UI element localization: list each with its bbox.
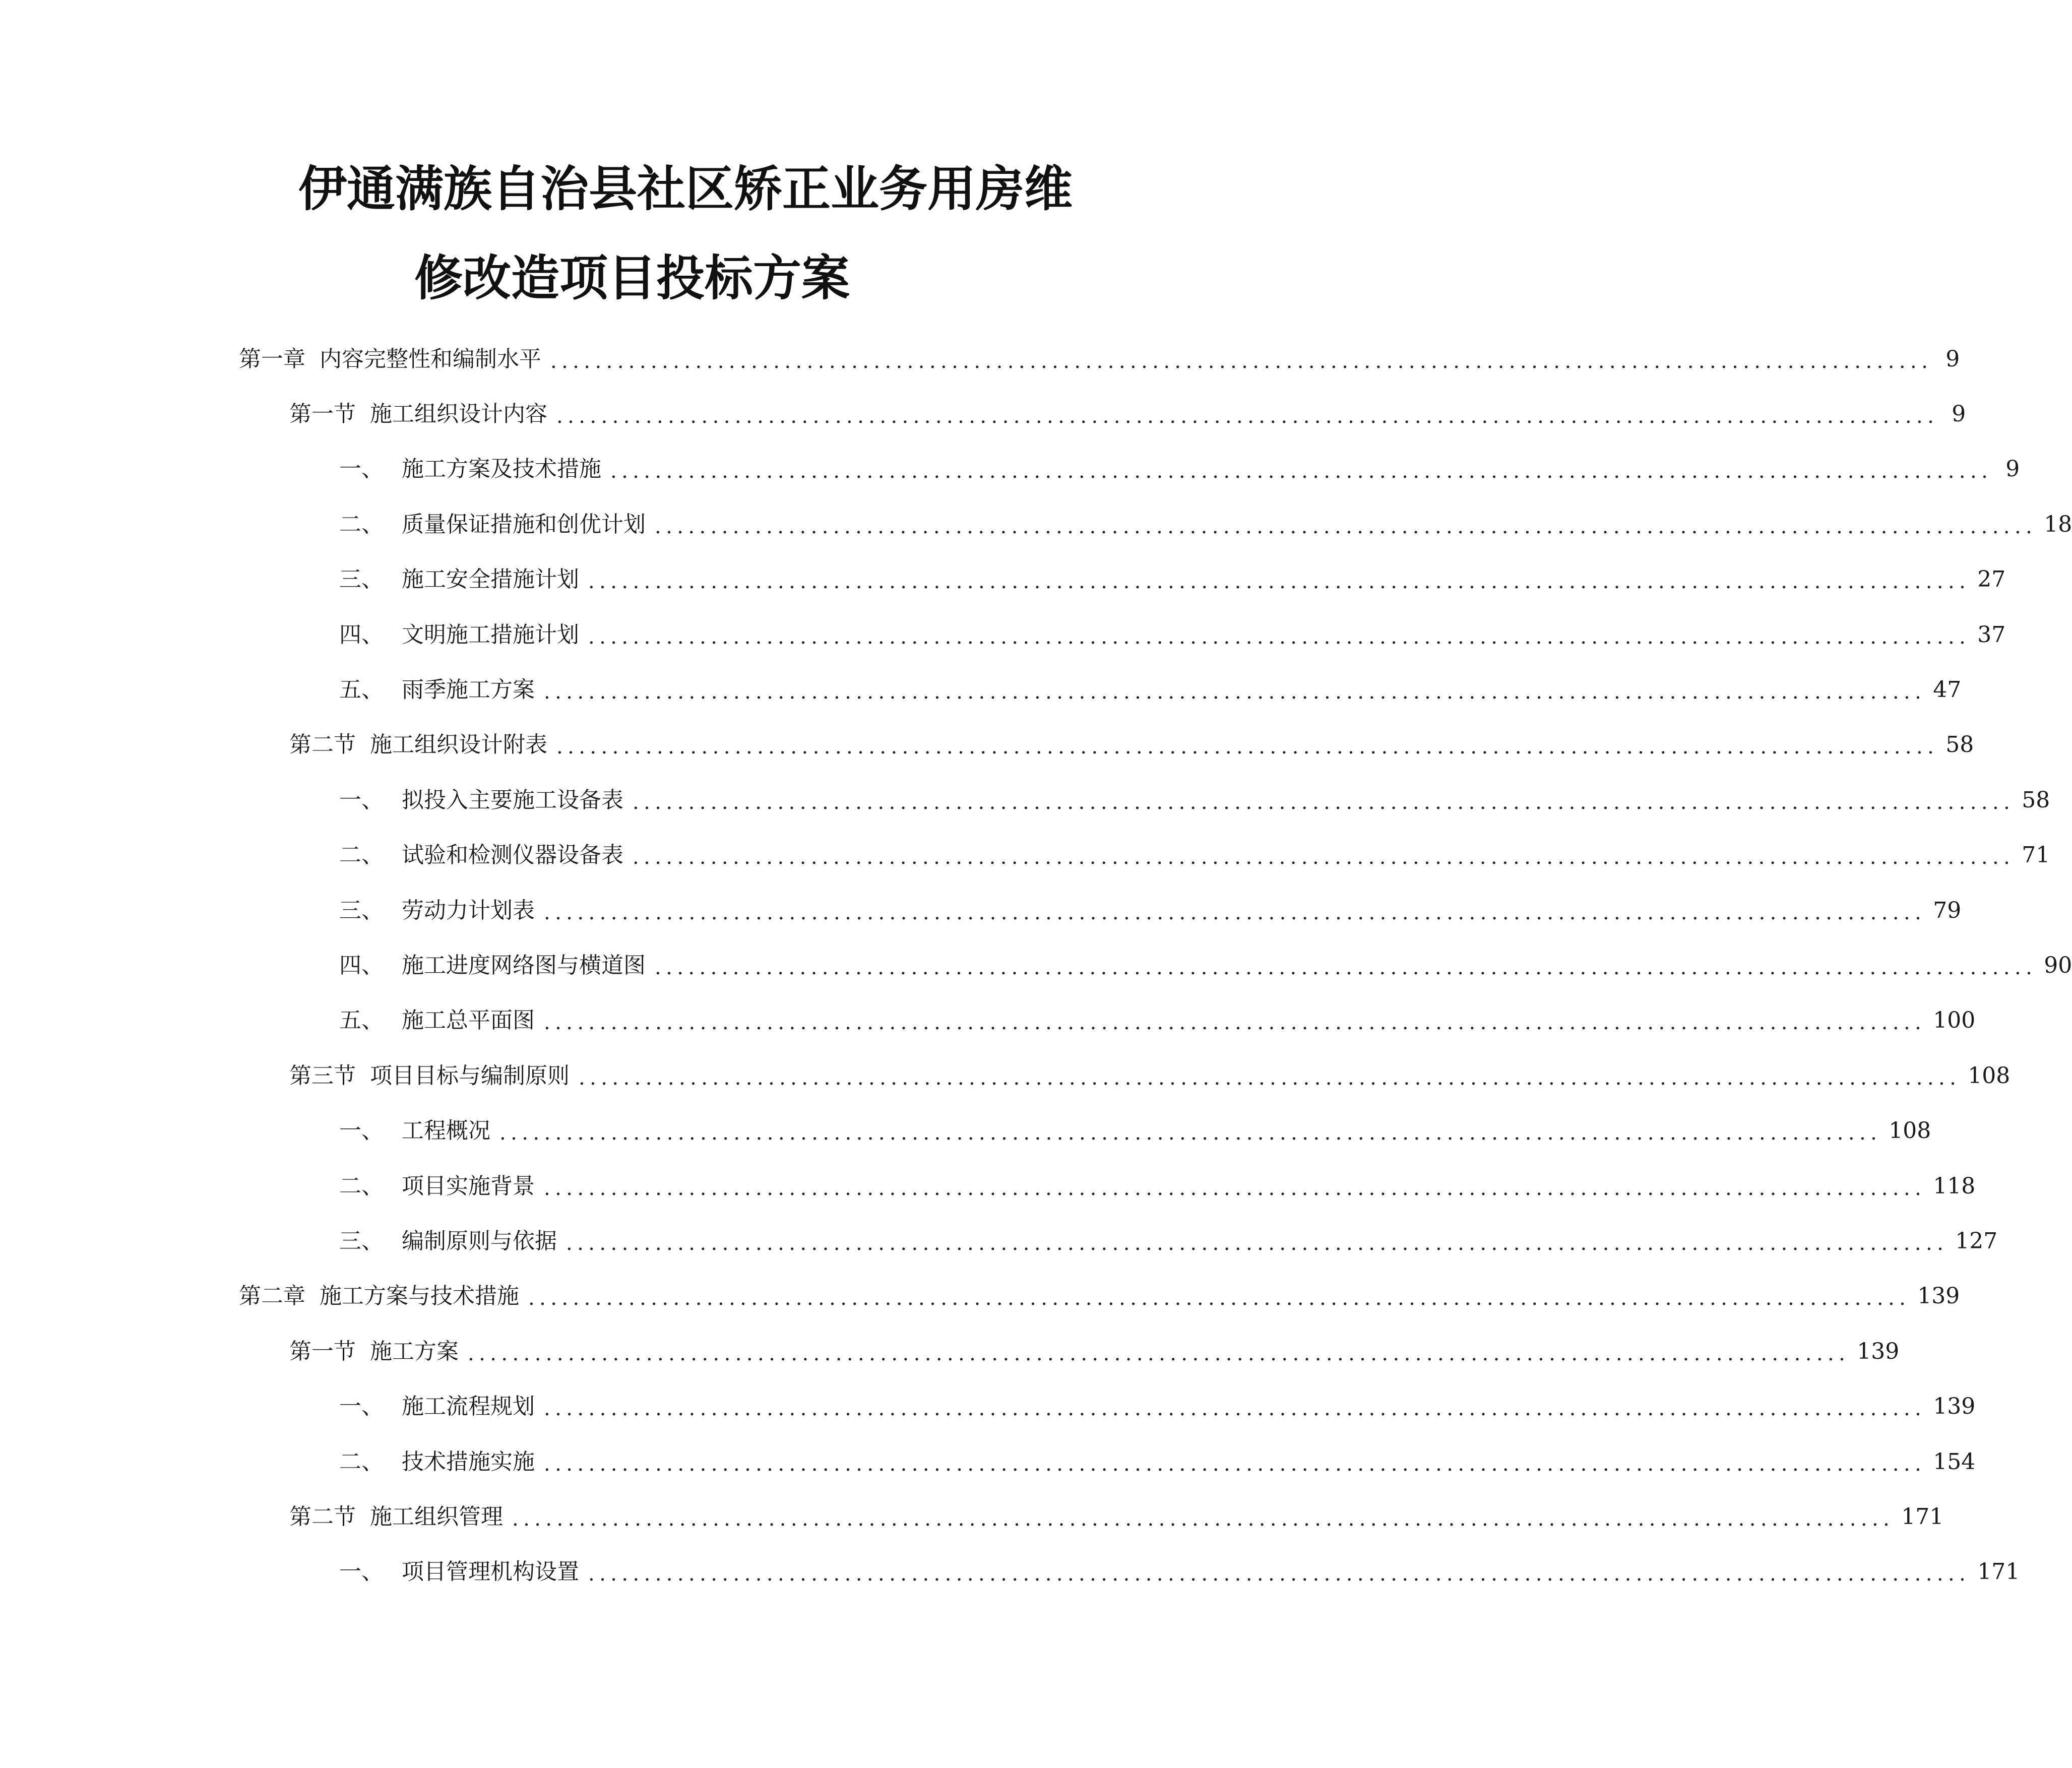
toc-chapter-entry[interactable] [0,1269,1960,1324]
toc-entry-number: 二、 [339,1448,384,1475]
toc-page-number: 139 [1857,1338,1900,1364]
toc-dot-leader: ............................................................................................................................ [544,901,1926,924]
toc-entry-title: 施工组织设计内容 [370,401,547,427]
toc-page-number: 58 [1945,732,1974,758]
toc-dot-leader: ............................................................................................................................ [544,1452,1926,1476]
toc-entry-number: 五、 [339,677,384,703]
toc-page-number: 139 [1933,1394,1976,1420]
toc-page-number: 47 [1933,677,1962,703]
toc-entry-number: 第三节 [289,1062,356,1089]
toc-subsection-entry[interactable] [0,1214,1998,1269]
toc-entry-number: 一、 [339,1394,384,1420]
toc-subsection-entry[interactable] [0,828,2050,883]
toc-entry-number: 第二节 [289,732,356,758]
toc-subsection-entry[interactable] [0,773,2050,828]
toc-entry-number: 四、 [339,952,384,978]
toc-entry-number: 二、 [339,511,384,537]
toc-chapter-entry[interactable] [0,332,1960,387]
toc-entry-number: 一、 [339,1118,384,1144]
toc-section-entry[interactable] [0,1048,2011,1103]
toc-entry-number: 一、 [339,787,384,813]
toc-dot-leader: ............................................................................................................................ [556,735,1939,759]
toc-entry-number: 二、 [339,842,384,868]
toc-entry-title: 项目实施背景 [402,1173,535,1199]
toc-entry-title: 试验和检测仪器设备表 [402,842,623,868]
toc-subsection-entry[interactable] [0,1545,2020,1600]
toc-entry-number: 一、 [339,456,384,482]
toc-page-number: 171 [1901,1503,1944,1530]
toc-page-number: 79 [1933,897,1962,923]
toc-dot-leader: ............................................................................................................................ [655,515,2037,538]
toc-subsection-entry[interactable] [0,662,1962,717]
toc-entry-title: 施工组织管理 [370,1503,503,1530]
toc-dot-leader: ............................................................................................................................ [544,680,1926,704]
toc-page-number: 9 [1945,346,1960,372]
toc-entry-title: 拟投入主要施工设备表 [402,787,623,813]
toc-dot-leader: ............................................................................................................................ [468,1342,1850,1365]
toc-dot-leader: ............................................................................................................................ [588,570,1971,594]
toc-entry-title: 劳动力计划表 [402,897,535,923]
toc-entry-title: 质量保证措施和创优计划 [402,511,646,537]
toc-dot-leader: ............................................................................................................................ [544,1011,1926,1035]
toc-entry-title: 编制原则与依据 [402,1228,557,1254]
toc-page-number: 18 [2044,511,2072,537]
toc-entry-number: 二、 [339,1173,384,1199]
toc-entry-title: 施工方案与技术措施 [320,1283,519,1309]
toc-dot-leader: ............................................................................................................................ [550,349,1933,373]
toc-page-number: 27 [1977,566,2006,593]
toc-entry-title: 施工方案及技术措施 [402,456,601,482]
toc-section-entry[interactable] [0,718,1974,773]
toc-entry-number: 第二节 [289,1503,356,1530]
toc-entry-title: 施工方案 [370,1338,459,1364]
toc-subsection-entry[interactable] [0,607,2006,662]
toc-subsection-entry[interactable] [0,1103,1931,1158]
toc-subsection-entry[interactable] [0,552,2006,607]
toc-entry-title: 内容完整性和编制水平 [320,346,541,372]
toc-dot-leader: ............................................................................................................................ [528,1287,1911,1310]
toc-entry-title: 施工流程规划 [402,1394,535,1420]
toc-page-number: 118 [1933,1173,1976,1199]
toc-page-number: 108 [1889,1118,1931,1144]
toc-entry-title: 工程概况 [402,1118,490,1144]
toc-entry-number: 一、 [339,1559,384,1585]
toc-dot-leader: ............................................................................................................................ [512,1507,1895,1531]
toc-entry-number: 五、 [339,1007,384,1034]
toc-entry-title: 项目目标与编制原则 [370,1062,570,1089]
toc-page-number: 37 [1977,621,2006,648]
toc-entry-number: 三、 [339,897,384,923]
toc-page-number: 171 [1977,1559,2020,1585]
toc-dot-leader: ............................................................................................................................ [610,460,1993,483]
toc-entry-title: 施工总平面图 [402,1007,535,1034]
toc-dot-leader: ............................................................................................................................ [556,405,1939,428]
toc-subsection-entry[interactable] [0,1379,1976,1434]
toc-entry-number: 第二章 [239,1283,305,1309]
toc-dot-leader: ............................................................................................................................ [655,956,2037,979]
toc-dot-leader: ............................................................................................................................ [499,1121,1882,1145]
toc-subsection-entry[interactable] [0,883,1962,938]
toc-subsection-entry[interactable] [0,1434,1976,1489]
toc-page-number: 100 [1933,1007,1976,1034]
toc-dot-leader: ............................................................................................................................ [579,1066,1961,1090]
toc-page-number: 9 [2005,456,2020,482]
toc-entry-number: 四、 [339,621,384,648]
toc-dot-leader: ............................................................................................................................ [588,1562,1971,1586]
toc-page-number: 108 [1968,1062,2011,1089]
toc-entry-title: 文明施工措施计划 [402,621,579,648]
toc-entry-title: 技术措施实施 [402,1448,535,1475]
toc-page-number: 90 [2044,952,2072,978]
toc-page-number: 139 [1917,1283,1960,1309]
toc-entry-title: 施工进度网络图与横道图 [402,952,646,978]
table-of-contents [0,332,2072,1600]
toc-entry-number: 第一节 [289,1338,356,1364]
toc-entry-title: 项目管理机构设置 [402,1559,579,1585]
toc-dot-leader: ............................................................................................................................ [566,1231,1949,1255]
document-title-line-2: 修改造项目投标方案 [414,250,850,306]
toc-subsection-entry[interactable] [0,442,2020,497]
toc-section-entry[interactable] [0,387,1966,441]
toc-dot-leader: ............................................................................................................................ [544,1397,1926,1421]
document-title-line-1: 伊通满族自治县社区矫正业务用房维 [298,161,1073,217]
toc-dot-leader: ............................................................................................................................ [633,790,2015,814]
toc-entry-number: 三、 [339,566,384,593]
toc-entry-title: 雨季施工方案 [402,677,535,703]
toc-dot-leader: ............................................................................................................................ [633,846,2015,869]
toc-page-number: 154 [1933,1448,1976,1475]
toc-subsection-entry[interactable] [0,993,1976,1048]
toc-section-entry[interactable] [0,1489,1944,1544]
toc-entry-title: 施工组织设计附表 [370,732,547,758]
toc-subsection-entry[interactable] [0,497,2072,552]
toc-section-entry[interactable] [0,1324,1900,1379]
toc-page-number: 58 [2022,787,2050,813]
toc-entry-title: 施工安全措施计划 [402,566,579,593]
toc-subsection-entry[interactable] [0,1159,1976,1214]
toc-page-number: 9 [1952,401,1966,427]
toc-page-number: 127 [1955,1228,1998,1254]
toc-dot-leader: ............................................................................................................................ [588,625,1971,649]
toc-entry-number: 第一节 [289,401,356,427]
toc-page-number: 71 [2022,842,2050,868]
toc-subsection-entry[interactable] [0,938,2072,993]
toc-entry-number: 三、 [339,1228,384,1254]
toc-dot-leader: ............................................................................................................................ [544,1176,1926,1200]
toc-entry-number: 第一章 [239,346,305,372]
